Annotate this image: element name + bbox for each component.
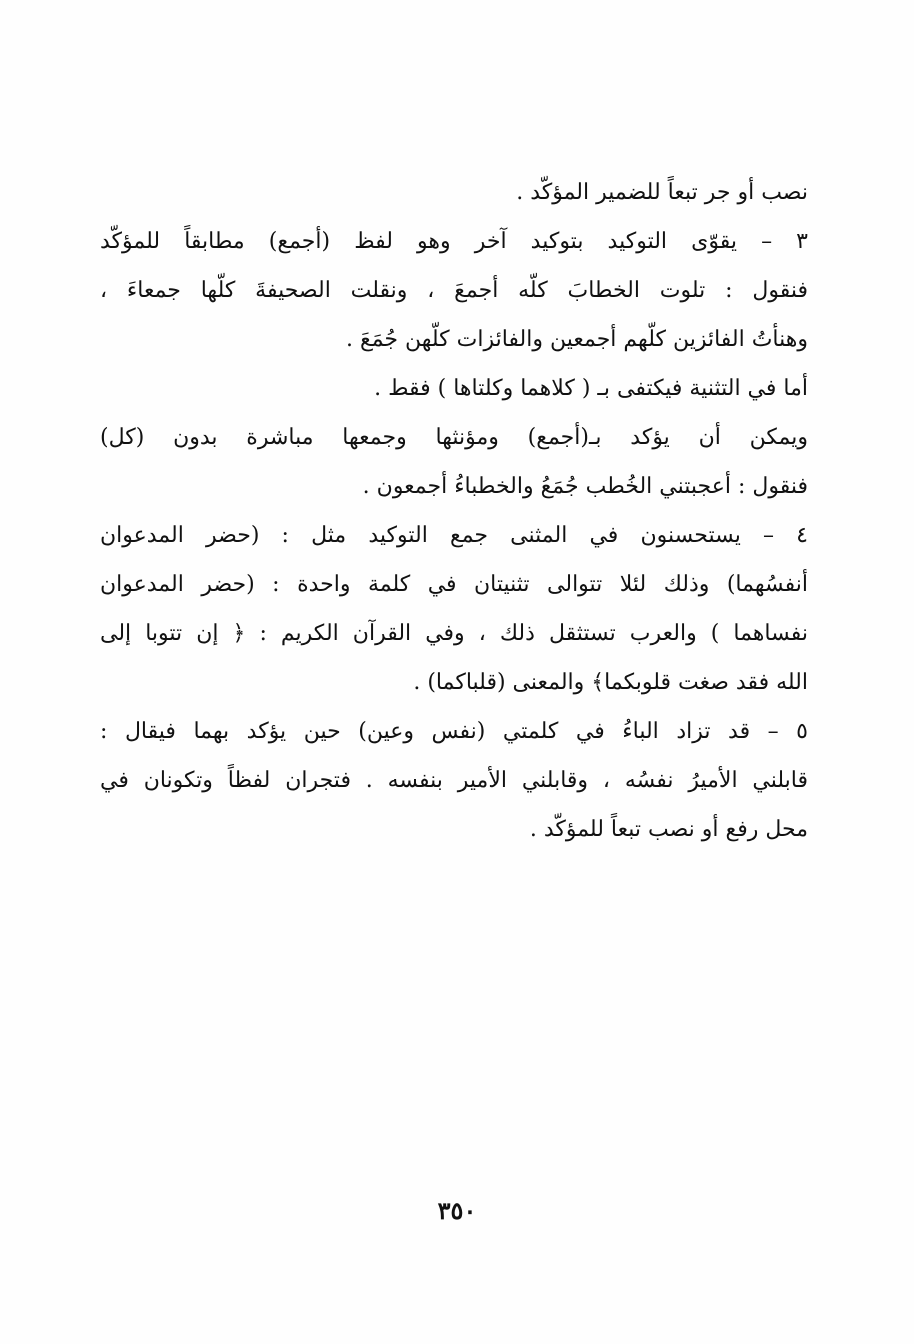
text-line-13: قابلني الأميرُ نفسُه ، وقابلني الأمير بنفسه . فتجران لفظاً وتكونان في: [100, 768, 808, 793]
page-number: ٣٥٠: [437, 1196, 477, 1225]
text-line-14: محل رفع أو نصب تبعاً للمؤكّد .: [529, 817, 808, 842]
text-line-3: فنقول : تلوت الخطابَ كلّه أجمعَ ، ونقلت الصحيفةَ كلّها جمعاءَ ،: [100, 278, 808, 303]
text-line-11: الله فقد صغت قلوبكما﴾ والمعنى (قلباكما) .: [413, 670, 808, 695]
body-text: [100, 168, 808, 854]
text-line-9: أنفسُهما) وذلك لئلا تتوالى تثنيتان في كلمة واحدة : (حضر المدعوان: [100, 572, 808, 597]
text-line-6: ويمكن أن يؤكد بـ(أجمع) ومؤنثها وجمعها مباشرة بدون (كل): [100, 425, 808, 450]
text-line-2: ٣ – يقوّى التوكيد بتوكيد آخر وهو لفظ (أجمع) مطابقاً للمؤكّد: [100, 229, 808, 254]
text-line-5: أما في التثنية فيكتفى بـ ( كلاهما وكلتاها ) فقط .: [374, 376, 808, 401]
text-line-8: ٤ – يستحسنون في المثنى جمع التوكيد مثل : (حضر المدعوان: [100, 523, 808, 548]
text-line-12: ٥ – قد تزاد الباءُ في كلمتي (نفس وعين) حين يؤكد بهما فيقال :: [100, 719, 808, 744]
text-line-7: فنقول : أعجبتني الخُطب جُمَعُ والخطباءُ أجمعون .: [362, 474, 808, 499]
text-line-1: نصب أو جر تبعاً للضمير المؤكّد .: [516, 180, 808, 205]
text-line-4: وهنأتُ الفائزين كلّهم أجمعين والفائزات كلّهن جُمَعَ .: [346, 327, 808, 352]
text-line-10: نفساهما ) والعرب تستثقل ذلك ، وفي القرآن الكريم : ﴿ إن تتوبا إلى: [100, 621, 808, 646]
